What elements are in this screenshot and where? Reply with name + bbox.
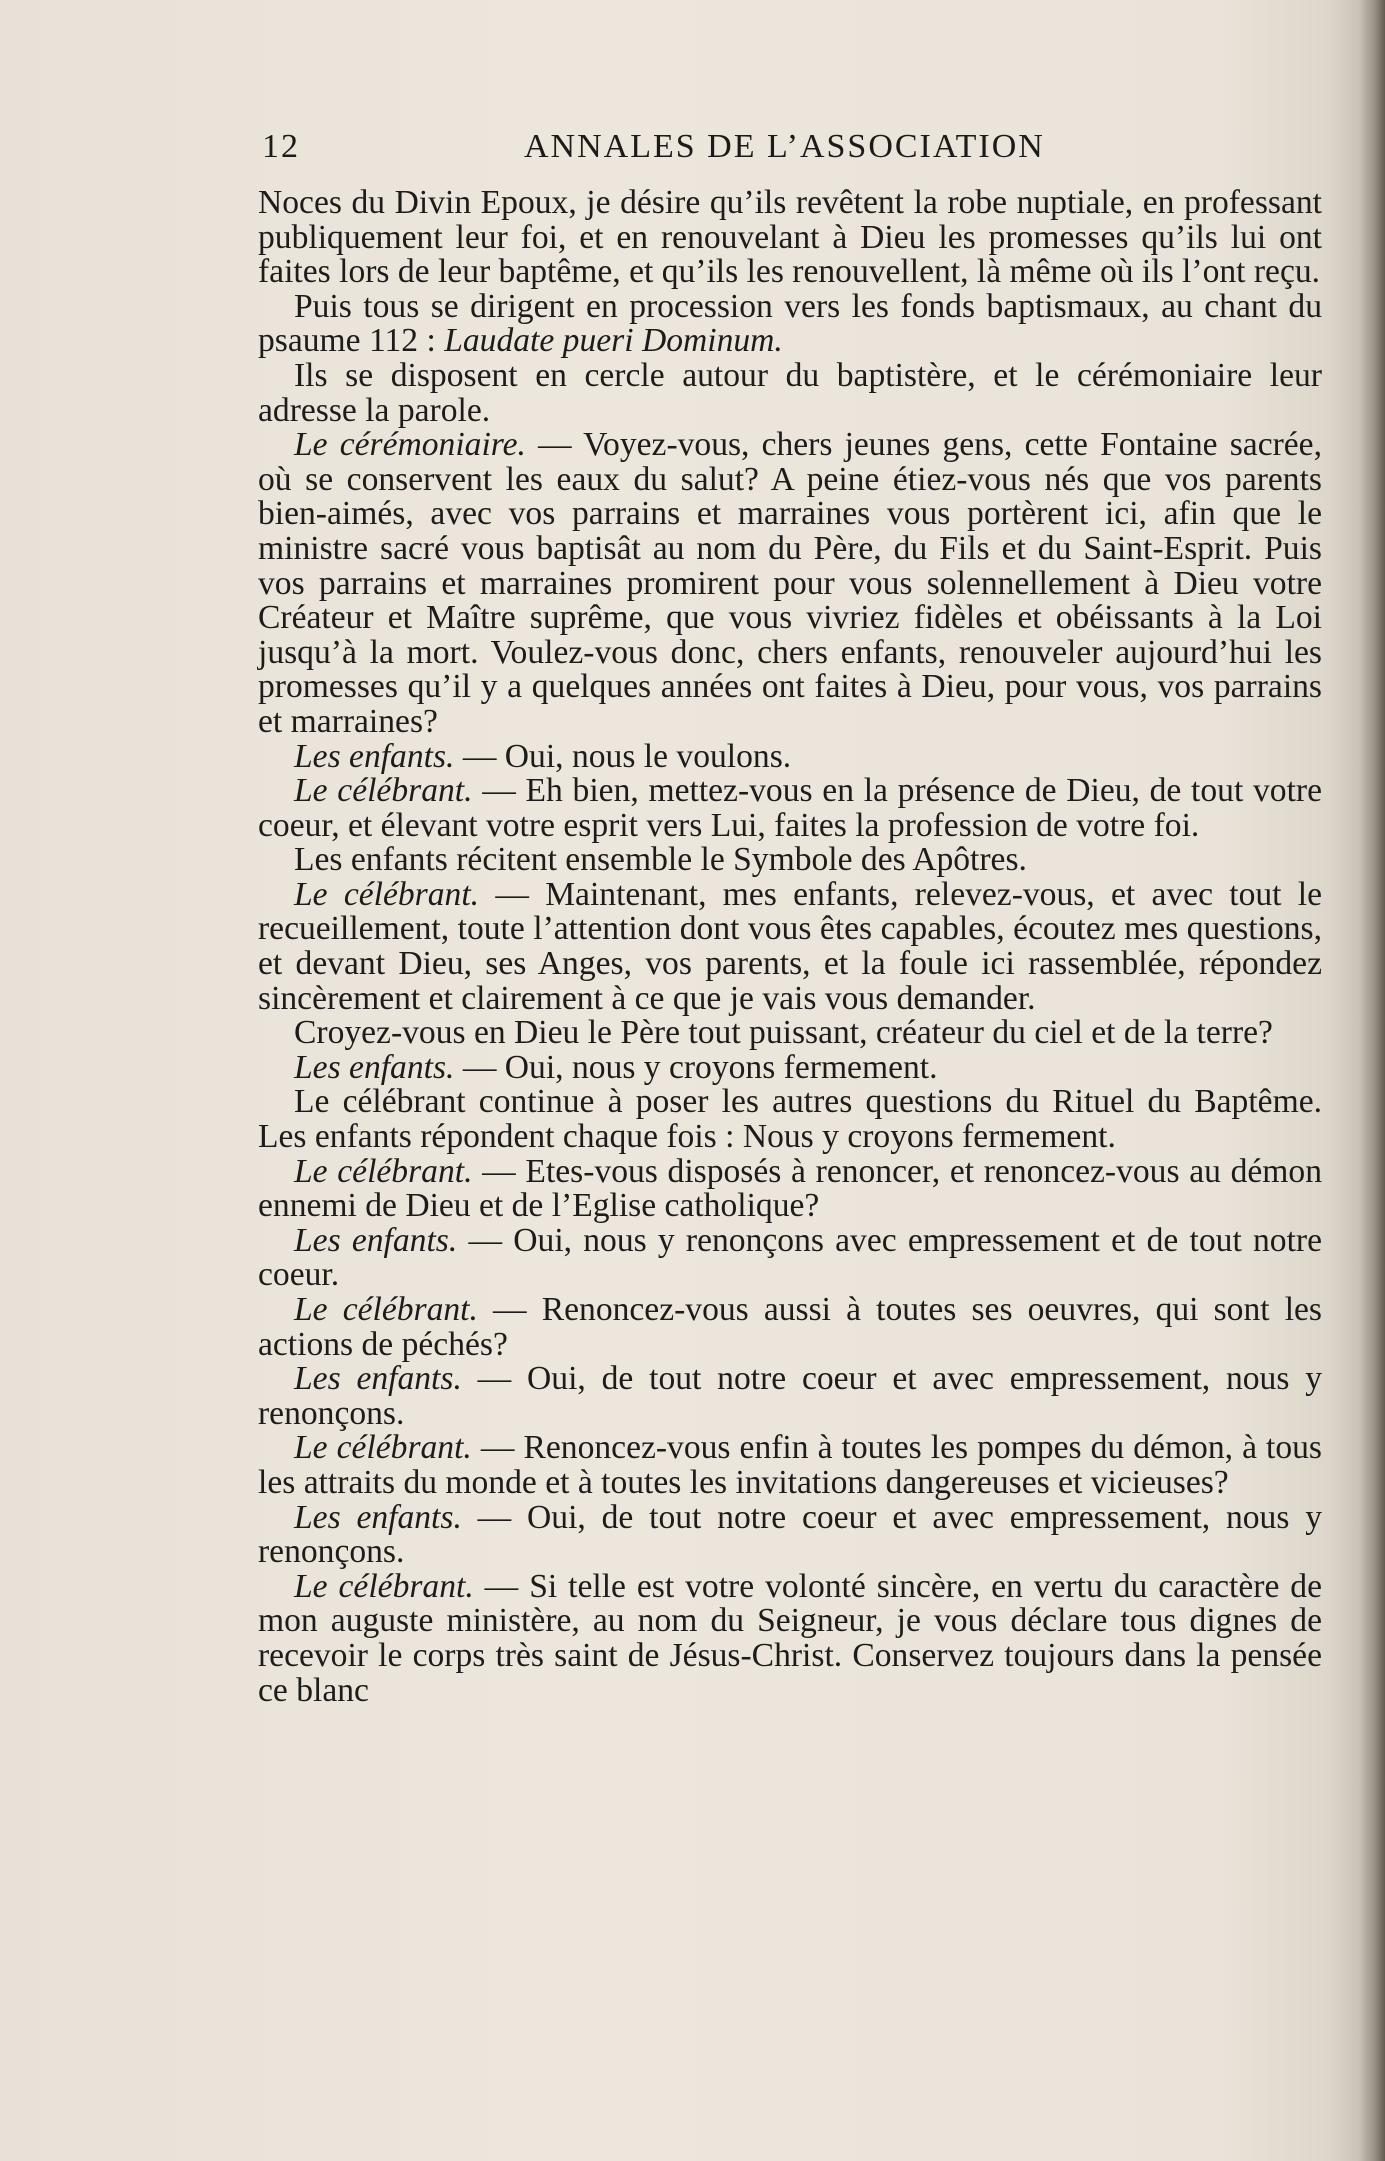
paragraph-text: Le célébrant continue à poser les autres questions du Rituel du Baptême. Les enfants répondent chaque fois : Nous y croyons fermement. bbox=[258, 1083, 1322, 1156]
paragraph bbox=[258, 1048, 1322, 1086]
speaker-label: Le célébrant. bbox=[294, 875, 480, 913]
paragraph bbox=[258, 1085, 1322, 1154]
paragraph bbox=[258, 843, 1322, 878]
speaker-label: Le célébrant. bbox=[294, 1291, 478, 1328]
paragraph-text: — Oui, nous y renonçons avec empressement et de tout notre coeur. bbox=[258, 1221, 1322, 1294]
page-number: 12 bbox=[262, 128, 300, 165]
paragraph-text: Noces du Divin Epoux, je désire qu’ils revêtent la robe nuptiale, en professant publiquement leur foi, et en renouvelant à Dieu les promesses qu’ils lui ont faites lors de leur baptême, et qu’ils les renouvellent, là même où ils l’ont reçu. bbox=[258, 184, 1322, 291]
paragraph bbox=[258, 287, 1322, 360]
paragraph bbox=[258, 875, 1322, 1017]
speaker-label: Les enfants. bbox=[294, 737, 455, 775]
paragraph-text: — Maintenant, mes enfants, relevez-vous, et avec tout le recueillement, toute l’attention dont vous êtes capables, écoutez mes questions, et devant Dieu, ses Anges, vos parents, et la foule ici rassemblée, répondez sincèrement et clairement à ce que je vais vous demander. bbox=[258, 875, 1322, 1017]
paragraph-text: — Oui, nous le voulons. bbox=[454, 737, 792, 775]
paragraph bbox=[258, 1567, 1323, 1709]
speaker-label: Le célébrant. bbox=[294, 1152, 473, 1190]
paragraph bbox=[258, 1152, 1322, 1225]
speaker-label: Les enfants. bbox=[294, 1360, 462, 1398]
paragraph-text: — Etes-vous disposés à renoncer, et renoncez-vous au démon ennemi de Dieu et de l’Eglise catholique? bbox=[258, 1152, 1322, 1225]
speaker-label: Le célébrant. bbox=[294, 1567, 474, 1605]
paragraph-text: Ils se disposent en cercle autour du baptistère, et le cérémoniaire leur adresse la parole. bbox=[258, 356, 1322, 429]
body-text bbox=[258, 186, 1322, 1708]
paragraph-text: — Renoncez-vous aussi à toutes ses oeuvres, qui sont les actions de péchés? bbox=[258, 1291, 1323, 1363]
paragraph-text: — Oui, nous y croyons fermement. bbox=[454, 1048, 938, 1086]
paragraph bbox=[258, 186, 1322, 290]
paragraph bbox=[258, 1498, 1323, 1571]
speaker-label: Les enfants. bbox=[294, 1048, 455, 1086]
running-title: ANNALES DE L’ASSOCIATION bbox=[524, 128, 1045, 165]
paragraph bbox=[258, 1362, 1322, 1431]
paragraph-text: Puis tous se dirigent en procession vers les fonds baptismaux, au chant du psaume 112 : bbox=[258, 287, 1322, 360]
paragraph-text: Croyez-vous en Dieu le Père tout puissant, créateur du ciel et de la terre? bbox=[294, 1014, 1273, 1052]
page-gutter-shadow bbox=[1359, 0, 1385, 2161]
paragraph-text: — Oui, de tout notre coeur et avec empressement, nous y renonçons. bbox=[258, 1498, 1323, 1571]
paragraph-text: — Eh bien, mettez-vous en la présence de Dieu, de tout votre coeur, et élevant votre esprit vers Lui, faites la profession de votre foi. bbox=[258, 772, 1322, 844]
paragraph bbox=[258, 1293, 1322, 1362]
speaker-label: Le cérémoniaire. bbox=[294, 426, 526, 464]
paragraph-text: — Si telle est votre volonté sincère, en vertu du caractère de mon auguste ministère, au nom du Seigneur, je vous déclare tous dignes de recevoir le corps très saint de Jésus-Christ. Conservez toujours dans la pensée ce blanc bbox=[258, 1567, 1323, 1709]
speaker-label: Le célébrant. bbox=[294, 772, 473, 810]
paragraph-text: — Oui, de tout notre coeur et avec empressement, nous y renonçons. bbox=[258, 1360, 1323, 1432]
psalm-title: Laudate pueri Dominum. bbox=[444, 322, 783, 360]
paragraph bbox=[258, 737, 1322, 775]
speaker-label: Le célébrant. bbox=[294, 1429, 472, 1467]
speaker-label: Les enfants. bbox=[294, 1221, 458, 1259]
paragraph bbox=[258, 1221, 1322, 1294]
paragraph bbox=[258, 774, 1322, 843]
paragraph bbox=[258, 428, 1322, 739]
paragraph-text: Les enfants récitent ensemble le Symbole des Apôtres. bbox=[294, 841, 1027, 879]
paragraph bbox=[258, 1016, 1322, 1051]
paragraph-text: — Voyez-vous, chers jeunes gens, cette Fontaine sacrée, où se conservent les eaux du salut? A peine étiez-vous nés que vos parents bien-aimés, avec vos parrains et marraines vous portèrent ici, afin que le ministre sacré vous baptisât au nom du Père, du Fils et du Saint-Esprit. Puis vos parrains et marraines promirent pour vous solennellement à Dieu votre Créateur et Maître suprême, que vous vivriez fidèles et obéissants à la Loi jusqu’à la mort. Voulez-vous donc, chers enfants, renouveler aujourd’hui les promesses qu’il y a quelques années ont faites à Dieu, pour vous, vos parrains et marraines? bbox=[258, 426, 1322, 740]
paragraph bbox=[258, 356, 1322, 429]
paragraph bbox=[258, 1431, 1322, 1500]
speaker-label: Les enfants. bbox=[294, 1498, 462, 1536]
paragraph-text: — Renoncez-vous enfin à toutes les pompes du démon, à tous les attraits du monde et à toutes les invitations dangereuses et vicieuses? bbox=[258, 1429, 1323, 1501]
